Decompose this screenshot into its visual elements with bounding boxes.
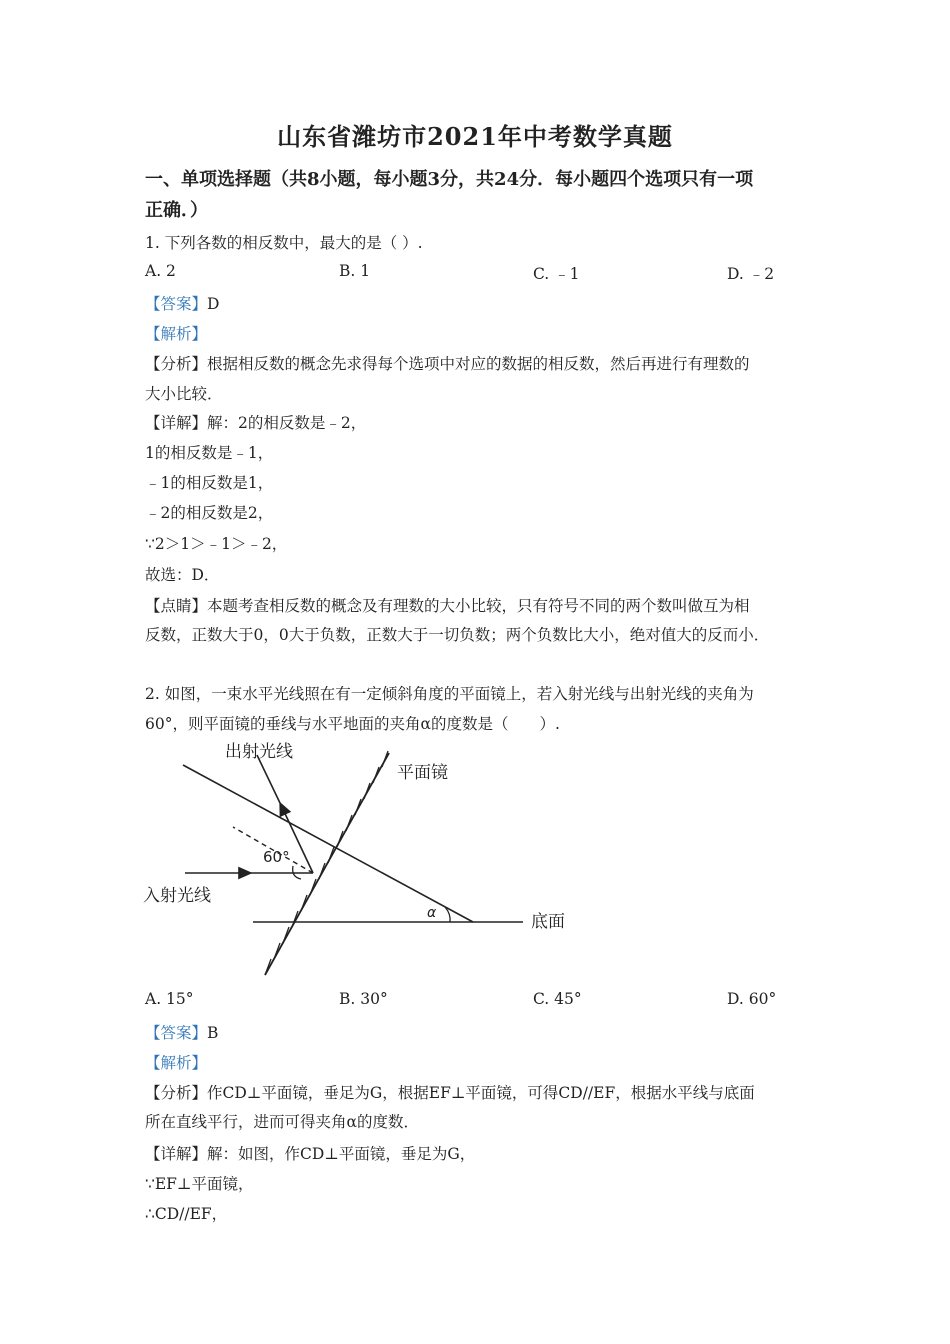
q2-detail-line1 <box>145 1142 475 1164</box>
label-alpha: α <box>427 905 437 921</box>
q2-fenxi-line2: 所在直线平行，进而可得夹角α的度数． <box>145 1113 419 1131</box>
q2-option-d: D. 60° <box>727 990 777 1008</box>
q2-stem-line2: 60°，则平面镜的垂线与水平地面的夹角α的度数是（ ）. <box>145 715 560 733</box>
q1-stem: 1. 下列各数的相反数中，最大的是（ ）. <box>145 234 423 252</box>
q1-fenxi-line1 <box>145 352 750 374</box>
label-mirror: 平面镜 <box>397 763 448 783</box>
q2-detail-tag: 【详解】 <box>145 1145 208 1163</box>
page-title: 山东省潍坊市2021年中考数学真题 <box>277 122 673 151</box>
label-in-ray: 入射光线 <box>143 886 211 906</box>
q1-option-c: C. ﹣1 <box>533 265 580 283</box>
q2-answer: B <box>207 1024 219 1042</box>
q1-detail-tag: 【详解】 <box>145 414 208 432</box>
q1-answer: D <box>207 295 220 313</box>
q2-fenxi-tag: 【分析】 <box>145 1084 208 1102</box>
q1-detail-line1 <box>145 411 366 433</box>
q1-option-d: D. ﹣2 <box>727 265 775 283</box>
q1-fenxi-tag: 【分析】 <box>145 355 208 373</box>
section-heading-line1: 一、单项选择题（共8小题，每小题3分，共24分．每小题四个选项只有一项 <box>145 169 754 190</box>
q2-detail-line2: ∵EF⊥平面镜， <box>145 1175 254 1193</box>
q2-answer-tag: 【答案】 <box>145 1024 208 1042</box>
q1-detail-line2: 1的相反数是﹣1， <box>145 444 274 462</box>
q1-answer-tag: 【答案】 <box>145 295 208 313</box>
label-ground: 底面 <box>531 912 565 932</box>
q2-detail-line3: ∴CD//EF， <box>145 1205 228 1223</box>
q2-analysis-tag: 【解析】 <box>145 1054 208 1072</box>
section-heading-line2: 正确．） <box>145 200 208 221</box>
q1-dianjing-line1 <box>145 594 750 616</box>
q1-analysis-line <box>145 322 207 344</box>
q1-detail-line4: ﹣2的相反数是2， <box>145 504 274 522</box>
q1-dianjing-line2: 反数，正数大于0，0大于负数，正数大于一切负数；两个负数比大小，绝对值大的反而小． <box>145 626 770 644</box>
q2-detail-text1: 解：如图，作CD⊥平面镜，垂足为G， <box>207 1145 476 1163</box>
label-out-ray: 出射光线 <box>225 742 293 762</box>
q2-fenxi-text1: 作CD⊥平面镜，垂足为G，根据EF⊥平面镜，可得CD//EF，根据水平线与底面 <box>207 1084 755 1102</box>
q1-option-a: A. 2 <box>145 262 176 280</box>
q1-detail-line5: ∵2＞1＞﹣1＞﹣2， <box>145 535 288 553</box>
q1-option-b: B. 1 <box>339 262 371 280</box>
q1-detail-text1: 解：2的相反数是﹣2， <box>207 414 367 432</box>
q1-dianjing-tag: 【点睛】 <box>145 597 208 615</box>
perpendicular-line <box>183 765 473 922</box>
q1-detail-line6: 故选：D． <box>145 566 220 584</box>
q1-dianjing-text1: 本题考查相反数的概念及有理数的大小比较，只有符号不同的两个数叫做互为相 <box>207 597 750 615</box>
label-angle-60: 60° <box>263 848 290 866</box>
q2-fenxi-line1 <box>145 1081 755 1103</box>
q1-answer-line <box>145 292 219 314</box>
q2-option-c: C. 45° <box>533 990 582 1008</box>
q2-analysis-line <box>145 1051 207 1073</box>
q2-option-a: A. 15° <box>145 990 194 1008</box>
q1-analysis-tag: 【解析】 <box>145 325 208 343</box>
q2-option-b: B. 30° <box>339 990 388 1008</box>
q1-fenxi-line2: 大小比较． <box>145 385 223 403</box>
q2-answer-line <box>145 1021 218 1043</box>
reflected-ray-extension <box>257 755 280 803</box>
q1-fenxi-text1: 根据相反数的概念先求得每个选项中对应的数据的相反数，然后再进行有理数的 <box>207 355 750 373</box>
q2-stem-line1: 2. 如图，一束水平光线照在有一定倾斜角度的平面镜上，若入射光线与出射光线的夹角为 <box>145 685 754 703</box>
q2-figure <box>135 735 585 985</box>
q1-detail-line3: ﹣1的相反数是1， <box>145 474 274 492</box>
